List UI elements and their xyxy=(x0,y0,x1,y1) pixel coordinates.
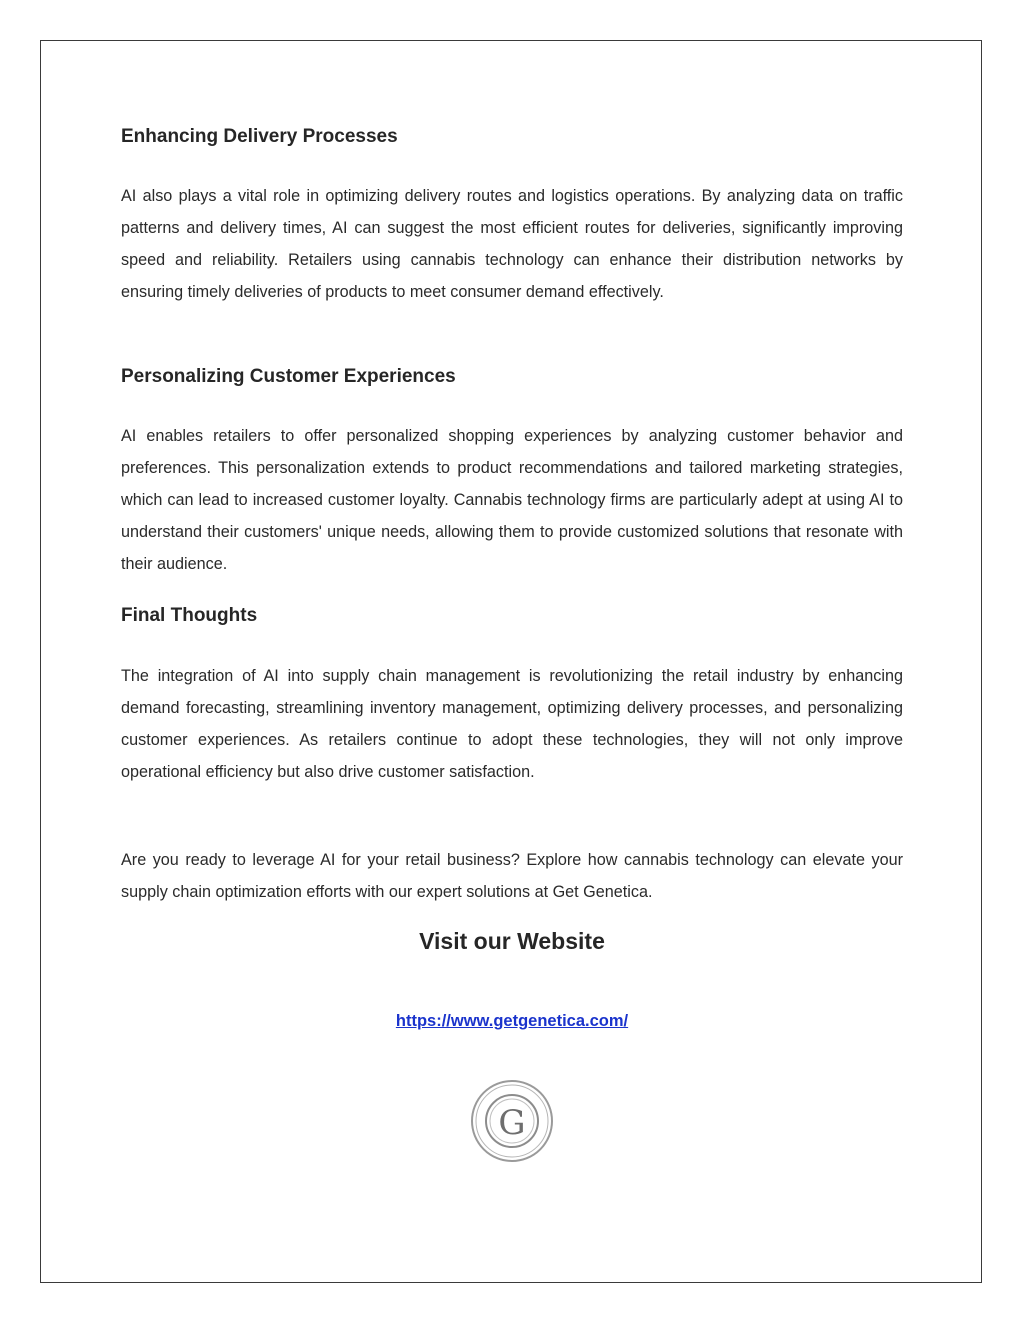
website-link[interactable]: https://www.getgenetica.com/ xyxy=(395,1012,629,1030)
website-link-container xyxy=(0,1012,1024,1031)
logo-graphic xyxy=(470,1079,554,1163)
section-heading-personalizing: Personalizing Customer Experiences xyxy=(121,366,456,387)
section-body-final-thoughts: The integration of AI into supply chain management is revolutionizing the retail industry by enhancing demand forecasting, streamlining inventory management, optimizing delivery processes, and personalizing customer experiences. As retailers continue to adopt these technologies, they will not only improve operational efficiency but also drive customer satisfaction. xyxy=(121,667,903,781)
section-heading-delivery: Enhancing Delivery Processes xyxy=(121,126,398,147)
section-heading-final-thoughts: Final Thoughts xyxy=(121,605,258,626)
logo-letter: G xyxy=(498,1103,526,1143)
visit-website-heading: Visit our Website xyxy=(419,928,605,954)
genetica-seal-logo-icon xyxy=(470,1079,554,1163)
section-body-personalizing: AI enables retailers to offer personalized shopping experiences by analyzing customer behavior and preferences. This personalization extends to product recommendations and tailored marketing strategies, which can lead to increased customer loyalty. Cannabis technology firms are particularly adept at using AI to understand their customers' unique needs, allowing them to provide customized solutions that resonate with their audience. xyxy=(121,427,903,573)
section-body-delivery: AI also plays a vital role in optimizing delivery routes and logistics operations. By analyzing data on traffic patterns and delivery times, AI can suggest the most efficient routes for deliveries, significantly improving speed and reliability. Retailers using cannabis technology can enhance their distribution networks by ensuring timely deliveries of products to meet consumer demand effectively. xyxy=(121,187,903,301)
section-body-call-to-action: Are you ready to leverage AI for your retail business? Explore how cannabis technology can elevate your supply chain optimization efforts with our expert solutions at Get Genetica. xyxy=(121,851,903,901)
